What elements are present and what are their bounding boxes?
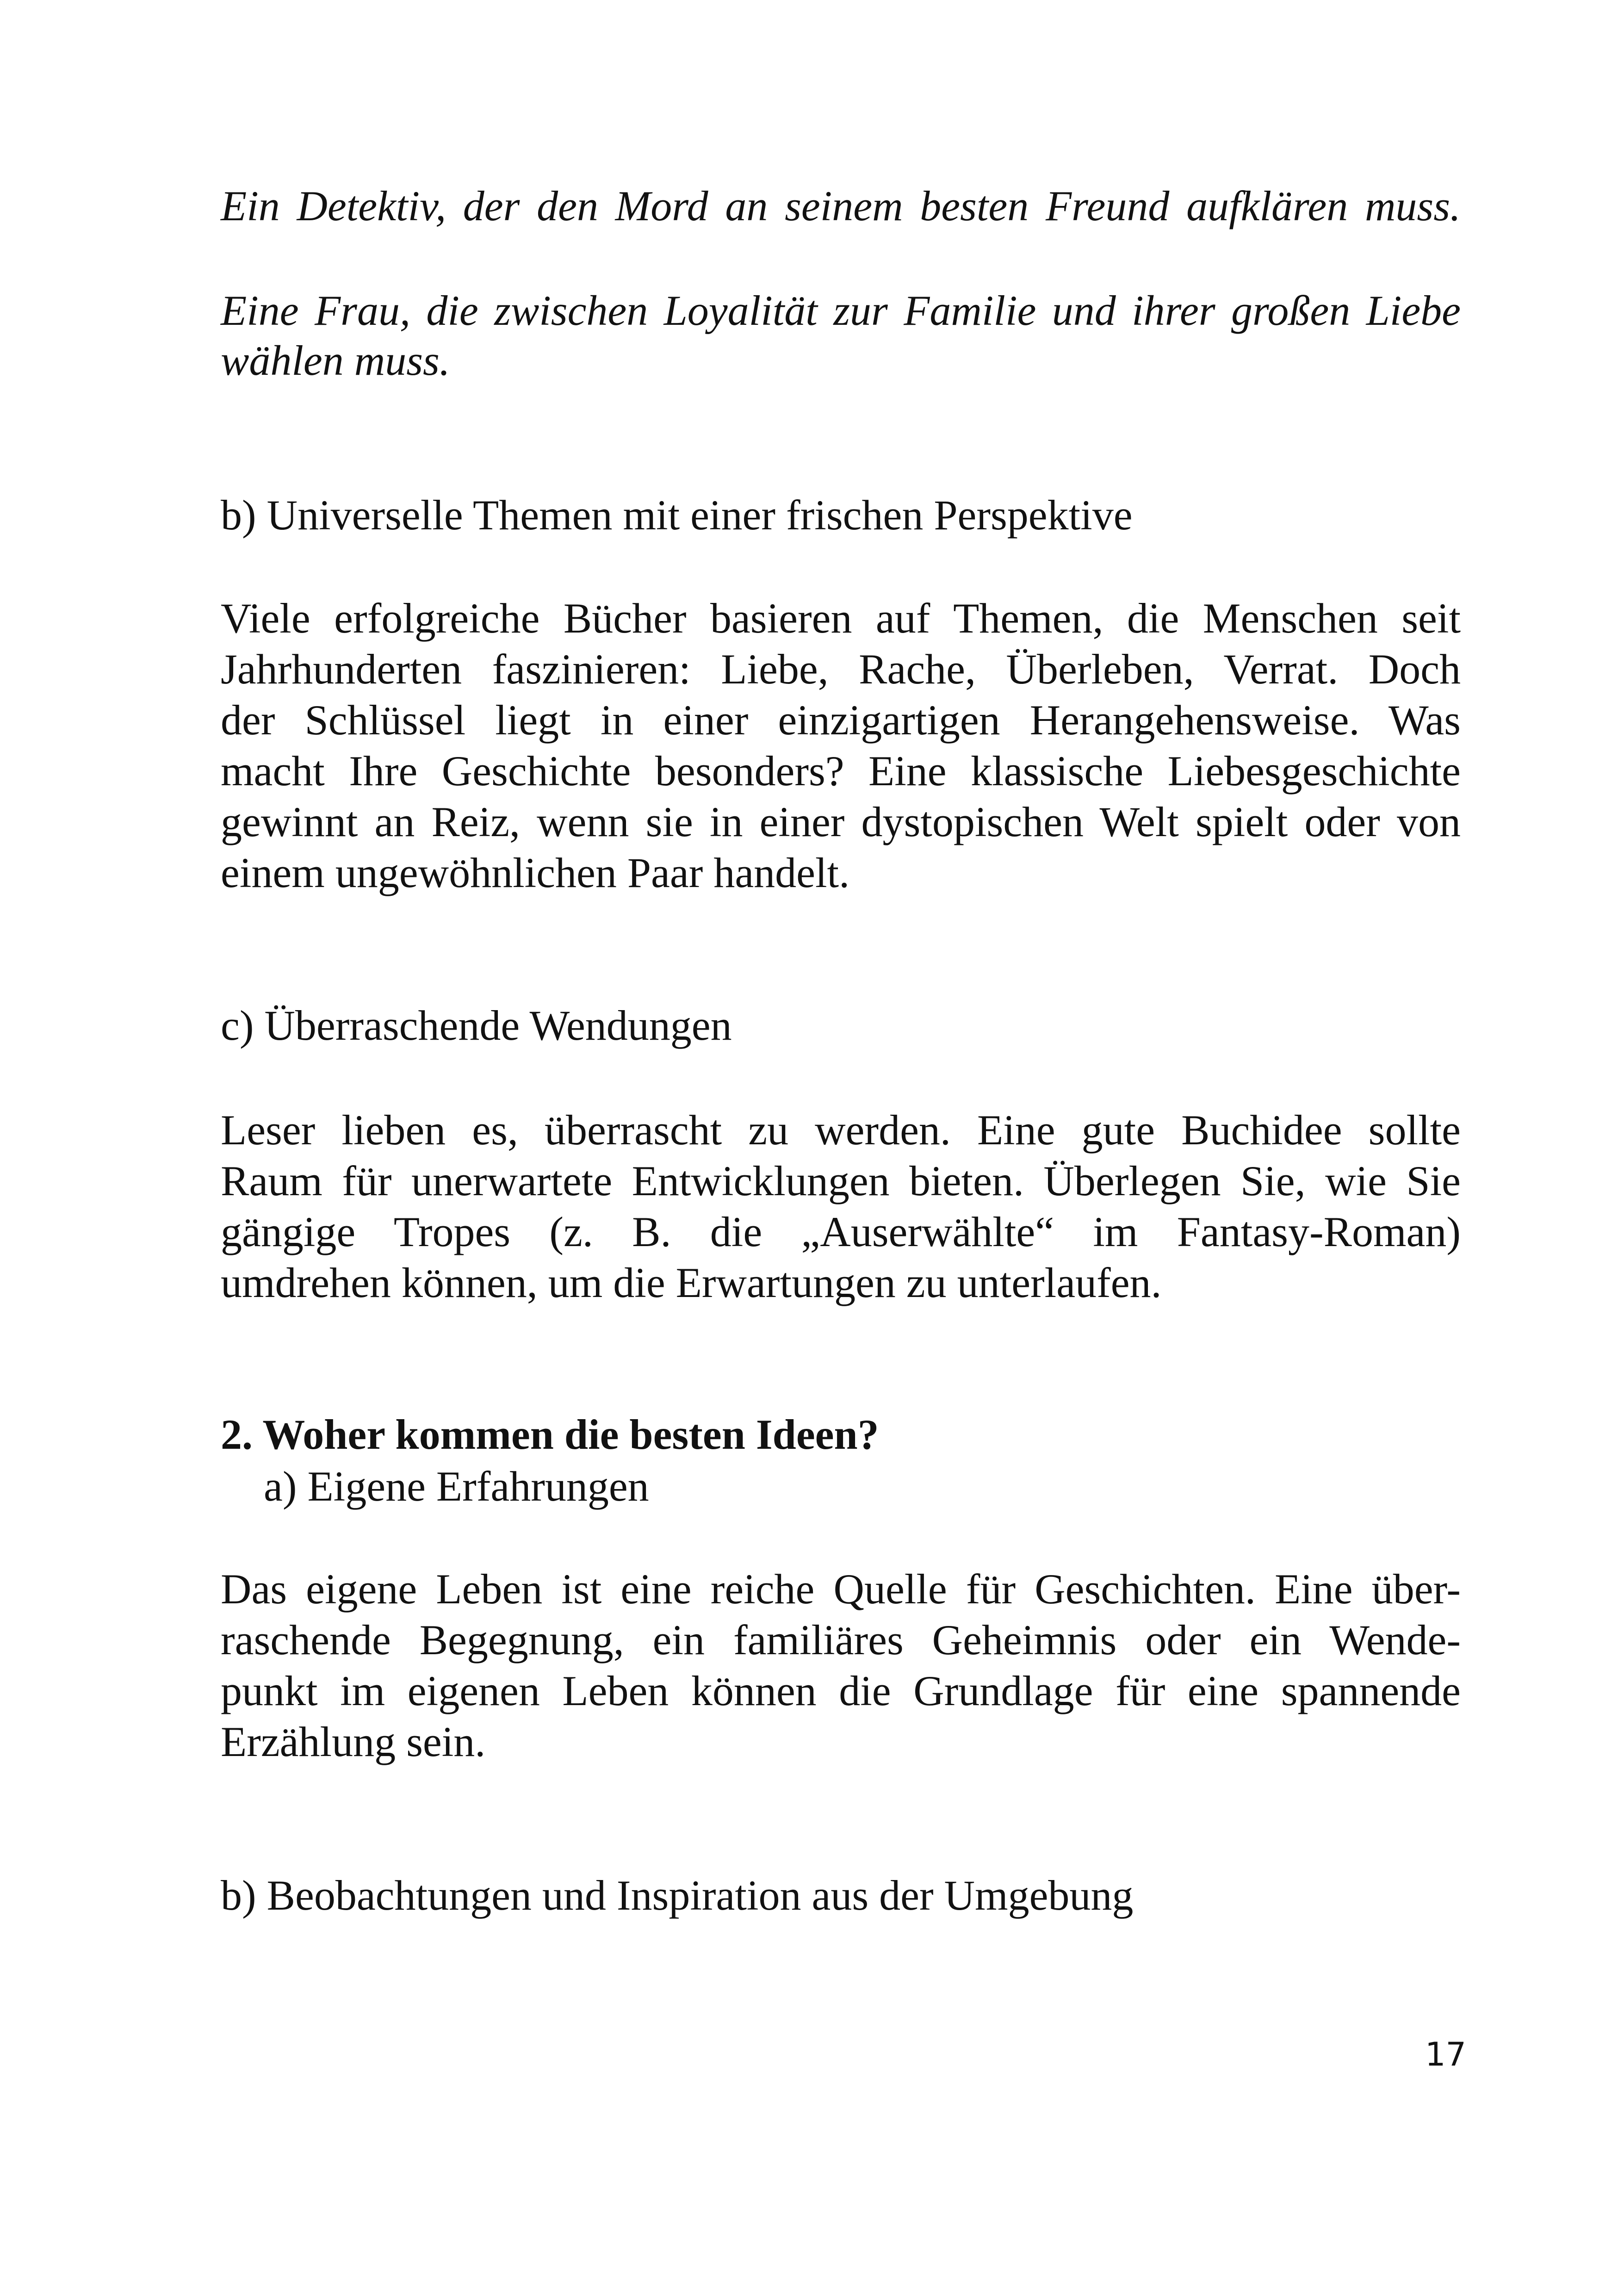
chapter-2-heading: 2. Woher kommen die besten Ideen? <box>221 1411 879 1458</box>
paragraph-line: macht Ihre Geschichte besonders? Eine klassische Liebesgeschichte <box>221 747 1461 794</box>
example-woman-line2: wählen muss. <box>221 337 450 384</box>
example-woman-line1: Eine Frau, die zwischen Loyalität zur Familie und ihrer großen Liebe <box>221 287 1461 334</box>
paragraph-line: Erzählung sein. <box>221 1718 486 1765</box>
paragraph-line: Das eigene Leben ist eine reiche Quelle für Geschichten. Eine über- <box>221 1565 1461 1613</box>
paragraph-line: Jahrhunderten faszinieren: Liebe, Rache, Überleben, Verrat. Doch <box>221 645 1461 693</box>
subsection-b-heading: b) Beobachtungen und Inspiration aus der Umgebung <box>221 1872 1134 1919</box>
page-number: 17 <box>1425 2035 1467 2073</box>
paragraph-line: gängige Tropes (z. B. die „Auserwählte“ im Fantasy-Roman) <box>221 1208 1461 1255</box>
subsection-a-heading: a) Eigene Erfahrungen <box>264 1463 649 1510</box>
paragraph-line: raschende Begegnung, ein familiäres Geheimnis oder ein Wende- <box>221 1616 1461 1663</box>
paragraph-line: umdrehen können, um die Erwartungen zu unterlaufen. <box>221 1259 1162 1306</box>
paragraph-line: Viele erfolgreiche Bücher basieren auf Themen, die Menschen seit <box>221 595 1461 642</box>
section-c-heading: c) Überraschende Wendungen <box>221 1002 732 1049</box>
paragraph-line: punkt im eigenen Leben können die Grundlage für eine spannende <box>221 1667 1461 1714</box>
example-detective: Ein Detektiv, der den Mord an seinem besten Freund aufklären muss. <box>221 182 1461 230</box>
paragraph-line: Raum für unerwartete Entwicklungen bieten. Überlegen Sie, wie Sie <box>221 1157 1461 1204</box>
paragraph-line: Leser lieben es, überrascht zu werden. Eine gute Buchidee sollte <box>221 1106 1461 1154</box>
section-b-heading: b) Universelle Themen mit einer frischen Perspektive <box>221 491 1133 539</box>
paragraph-line: der Schlüssel liegt in einer einzigartigen Herangehensweise. Was <box>221 696 1461 744</box>
paragraph-line: einem ungewöhnlichen Paar handelt. <box>221 849 850 896</box>
paragraph-line: gewinnt an Reiz, wenn sie in einer dystopischen Welt spielt oder von <box>221 798 1461 845</box>
